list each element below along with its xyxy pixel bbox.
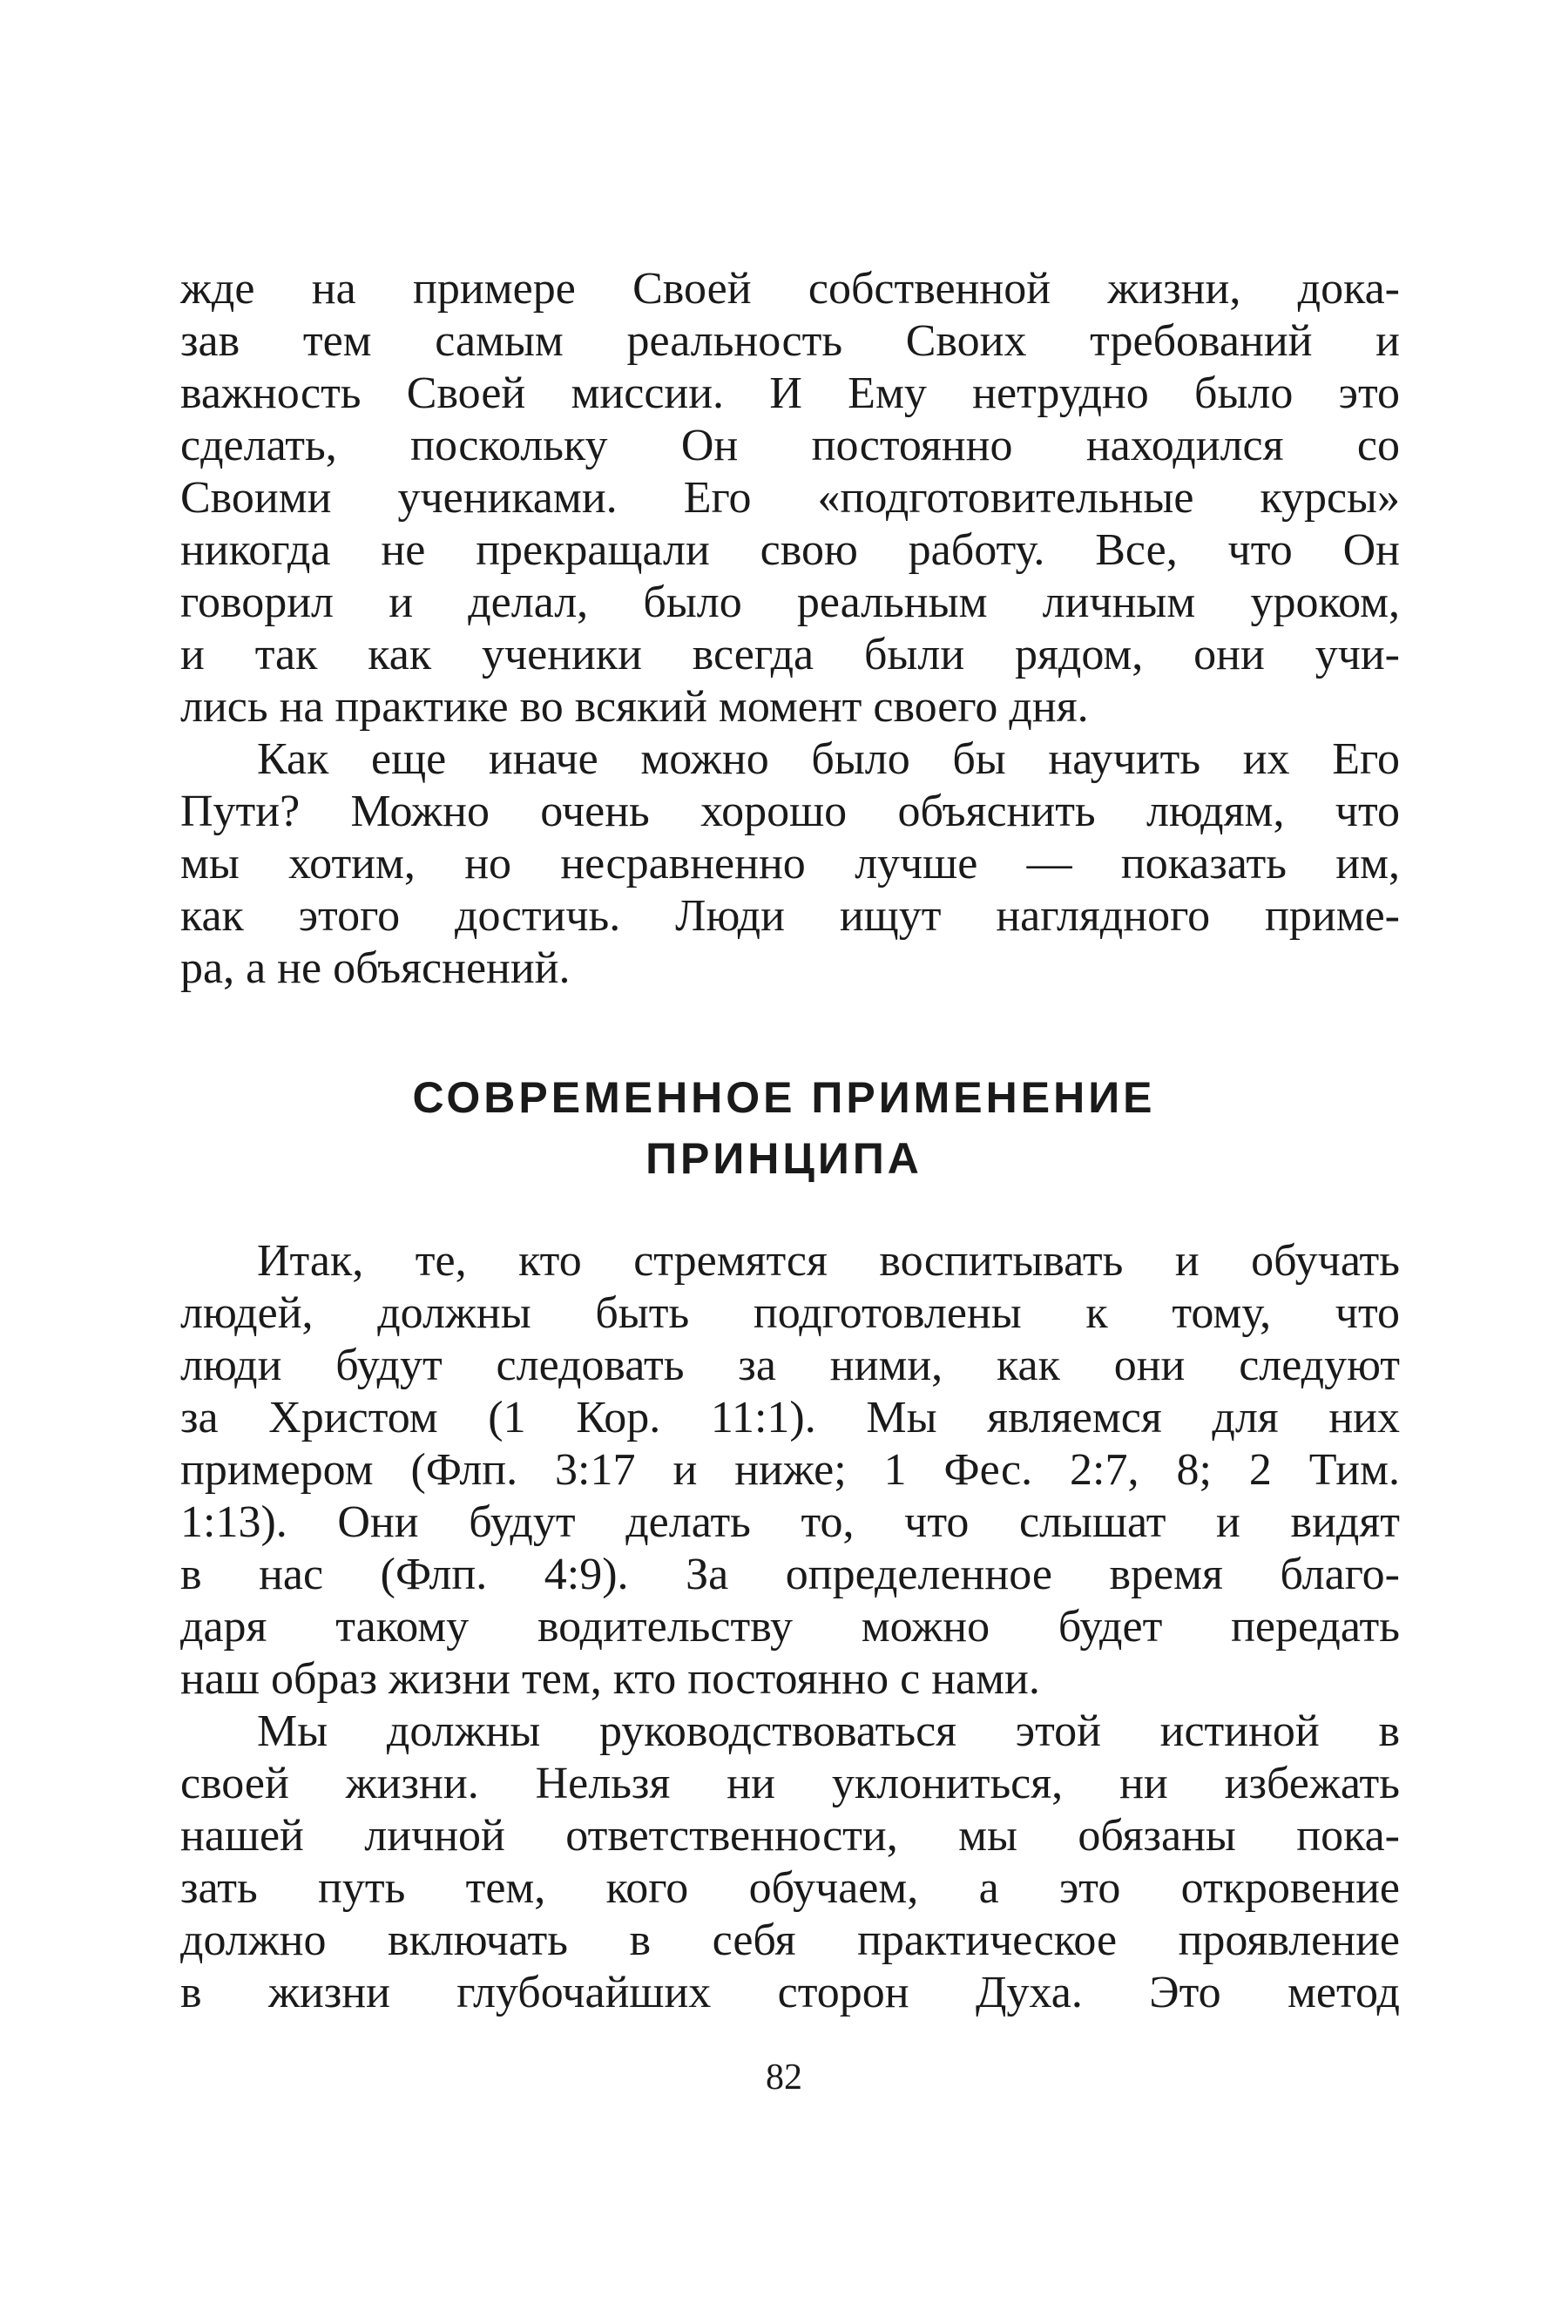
text-line: никогда не прекращали свою работу. Все, что Он (180, 525, 1400, 575)
section-heading-line-2: ПРИНЦИПА (645, 1134, 923, 1183)
text-line: жде на примере Своей собственной жизни, дока- (180, 264, 1400, 314)
text-line: зав тем самым реальность Своих требований и (180, 316, 1400, 366)
text-line: лись на практике во всякий момент своего дня. (180, 682, 1089, 732)
text-line: зать путь тем, кого обучаем, а это откровение (180, 1863, 1400, 1913)
text-line: мы хотим, но несравненно лучше — показать им, (180, 839, 1400, 888)
text-line: Своими учениками. Его «подготовительные курсы» (180, 473, 1400, 523)
text-line: своей жизни. Нельзя ни уклониться, ни избежать (180, 1759, 1400, 1808)
text-line: за Христом (1 Кор. 11:1). Мы являемся для них (180, 1393, 1400, 1442)
text-line: примером (Флп. 3:17 и ниже; 1 Фес. 2:7, 8; 2 Тим. (180, 1445, 1400, 1495)
text-line: наш образ жизни тем, кто постоянно с нами. (180, 1654, 1040, 1704)
text-line: 1:13). Они будут делать то, что слышат и видят (180, 1497, 1400, 1547)
section-heading-line-1: СОВРЕМЕННОЕ ПРИМЕНЕНИЕ (412, 1073, 1156, 1122)
page-number: 82 (766, 2057, 802, 2098)
text-line: говорил и делал, было реальным личным уроком, (180, 578, 1400, 627)
text-line: люди будут следовать за ними, как они следуют (180, 1341, 1400, 1390)
text-line: Мы должны руководствоваться этой истиной в (257, 1706, 1400, 1756)
text-line: должно включать в себя практическое проявление (180, 1915, 1400, 1965)
text-line: ра, а не объяснений. (180, 943, 571, 993)
text-line: в жизни глубочайших сторон Духа. Это метод (180, 1968, 1400, 2017)
text-line: Итак, те, кто стремятся воспитывать и обучать (257, 1236, 1400, 1286)
text-line: как этого достичь. Люди ищут наглядного приме- (180, 891, 1400, 941)
text-line: нашей личной ответственности, мы обязаны пока- (180, 1811, 1400, 1861)
text-line: сделать, поскольку Он постоянно находился со (180, 421, 1400, 470)
text-line: Как еще иначе можно было бы научить их Его (257, 734, 1400, 784)
text-line: людей, должны быть подготовлены к тому, что (180, 1288, 1400, 1338)
text-line: даря такому водительству можно будет передать (180, 1602, 1400, 1652)
text-line: в нас (Флп. 4:9). За определенное время благо- (180, 1550, 1400, 1599)
text-line: и так как ученики всегда были рядом, они учи- (180, 630, 1400, 679)
text-line: Пути? Можно очень хорошо объяснить людям, что (180, 787, 1400, 836)
text-line: важность Своей миссии. И Ему нетрудно было это (180, 368, 1400, 418)
